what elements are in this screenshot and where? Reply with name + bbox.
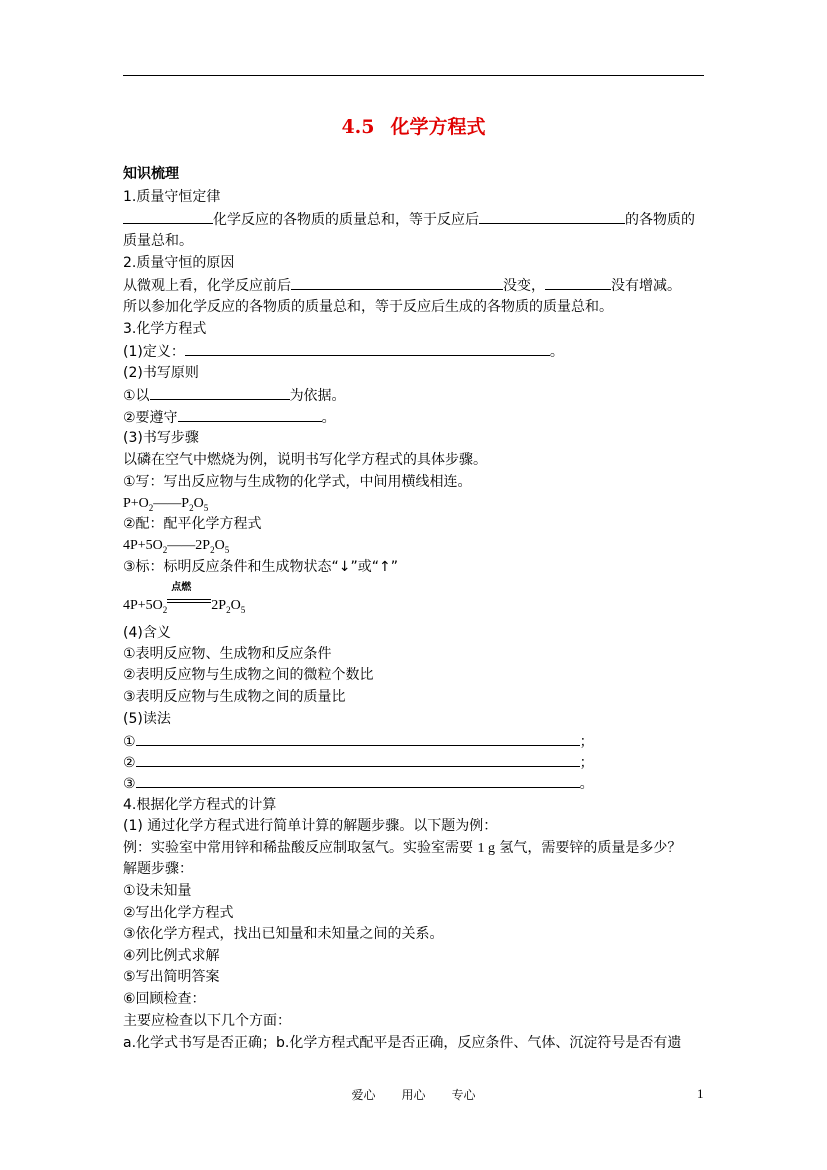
section-heading: 知识梳理 — [123, 166, 179, 182]
s1-line1: 化学反应的各物质的质量总和，等于反应后 的各物质的 — [123, 210, 695, 229]
s3-definition: (1)定义： 。 — [123, 344, 564, 360]
blank — [545, 276, 611, 290]
s3-meaning-1: ①表明反应物、生成物和反应条件 — [123, 646, 332, 662]
header-rule — [123, 75, 704, 76]
s4-p1: (1) 通过化学方程式进行简单计算的解题步骤。以下题为例： — [123, 818, 498, 834]
s4-step-4: ④列比例式求解 — [123, 948, 220, 964]
s4-step-5: ⑤写出简明答案 — [123, 969, 220, 985]
s1-line2: 质量总和。 — [123, 233, 193, 249]
s3-p2: (2)书写原则 — [123, 365, 199, 381]
s2-line1: 从微观上看，化学反应前后 没变， 没有增减。 — [123, 278, 681, 294]
s4-check-heading: 主要应检查以下几个方面： — [123, 1013, 291, 1029]
reaction-condition: 点燃 — [167, 595, 211, 609]
s3-heading: 3.化学方程式 — [123, 321, 207, 337]
equation-1: $P+O_2——P_2O_5$ — [123, 496, 209, 513]
s3-p2a: ①以 为依据。 — [123, 388, 346, 404]
blank — [136, 774, 580, 788]
s3-p5: (5)读法 — [123, 711, 171, 727]
page-number: 1 — [697, 1086, 704, 1101]
s1-heading: 1.质量守恒定律 — [123, 189, 221, 205]
equation-3: $4P+5O_2$ 点燃 $2P_2O_5$ — [123, 582, 246, 615]
blank — [479, 210, 625, 224]
s3-step2: ②配：配平化学方程式 — [123, 516, 262, 532]
s4-step-1: ①设未知量 — [123, 883, 192, 899]
s4-steps-heading: 解题步骤： — [123, 861, 193, 877]
s3-p3-intro: 以磷在空气中燃烧为例，说明书写化学方程式的具体步骤。 — [123, 452, 487, 468]
blank — [291, 276, 503, 290]
s3-meaning-2: ②表明反应物与生成物之间的微粒个数比 — [123, 667, 374, 683]
blank — [136, 753, 580, 767]
s4-heading: 4.根据化学方程式的计算 — [123, 797, 277, 813]
s3-reading-1: ① ； — [123, 734, 594, 750]
s3-reading-2: ② ； — [123, 755, 594, 771]
s3-step1: ①写：写出反应物与生成物的化学式，中间用横线相连。 — [123, 474, 472, 490]
s3-p4: (4)含义 — [123, 625, 171, 641]
blank — [178, 408, 322, 422]
s2-line2: 所以参加化学反应的各物质的质量总和，等于反应后生成的各物质的质量总和。 — [123, 299, 613, 315]
blank — [150, 386, 290, 400]
s3-p2b: ②要遵守 。 — [123, 410, 336, 426]
s4-step-6: ⑥回顾检查： — [123, 991, 206, 1007]
blank — [123, 210, 213, 224]
s4-check-a: a.化学式书写是否正确；b.化学方程式配平是否正确，反应条件、气体、沉淀符号是否有遗 — [123, 1035, 682, 1051]
s4-step-2: ②写出化学方程式 — [123, 905, 234, 921]
page-title: 4.5 化学方程式 — [341, 116, 486, 138]
s4-step-3: ③依化学方程式，找出已知量和未知量之间的关系。 — [123, 926, 444, 942]
equation-2: $4P+5O_2——2P_2O_5$ — [123, 538, 230, 555]
s3-meaning-3: ③表明反应物与生成物之间的质量比 — [123, 689, 346, 705]
blank — [136, 732, 580, 746]
page-footer: 爱心 用心 专心 — [351, 1088, 476, 1102]
blank — [185, 342, 550, 356]
s3-p3: (3)书写步骤 — [123, 430, 199, 446]
s4-example: 例：实验室中常用锌和稀盐酸反应制取氢气。实验室需要 1 g 氢气，需要锌的质量是多少？ — [123, 840, 682, 856]
s3-step3: ③标：标明反应条件和生成物状态“↓”或“↑” — [123, 559, 399, 575]
s2-heading: 2.质量守恒的原因 — [123, 255, 235, 271]
s3-reading-3: ③ 。 — [123, 776, 594, 792]
